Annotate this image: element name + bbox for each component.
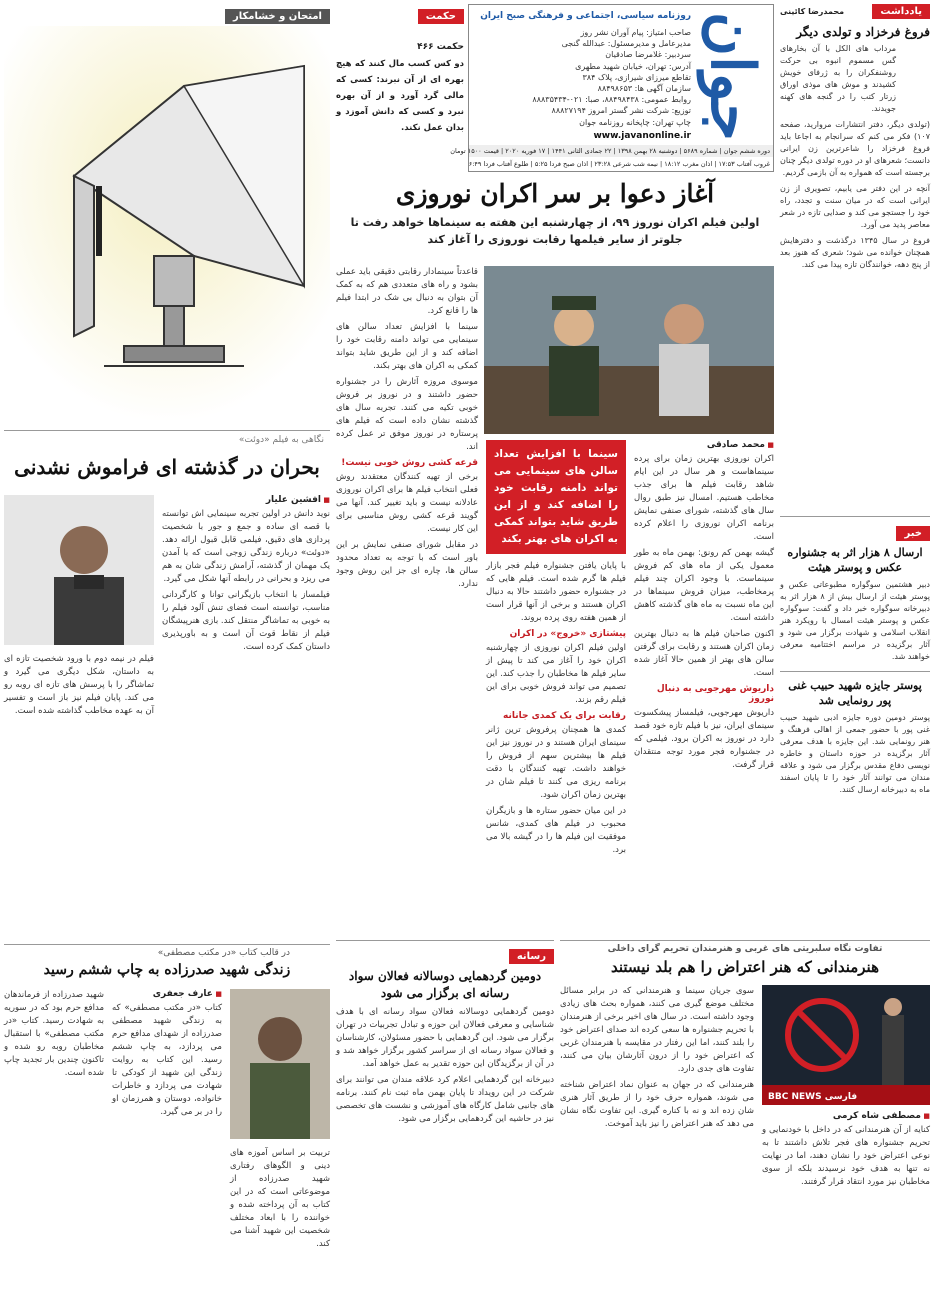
book-col-mid: [112, 989, 222, 1119]
news-title: ارسال ۸ هزار اثر به جشنواره عکس و پوستر هیئت: [787, 546, 923, 574]
review-title: بحران در گذشته ای فراموش نشدنی: [14, 455, 320, 479]
book-author: ■ عارف جعفری: [112, 989, 222, 999]
hekmat-box: [336, 4, 464, 144]
notes-tag: یادداشت: [872, 4, 930, 19]
masthead-tagline: روزنامه سیاسی، اجتماعی و فرهنگی صبح ایران: [480, 11, 691, 21]
main-col-left: [336, 266, 478, 591]
art-text: کنایه از آن هنرمندانی که در داخل با خودنمایی و تحریم جشنواره های فجر تلاش داشتند تا به نوعی اعتراض خود را نشان دهند، اما در نهایت نه تنها به هدف خود نرسیدند بلکه از سوی مخاطبان نیز مورد انتقاد قرار گرفتند.: [762, 1125, 930, 1187]
book-text: کتاب «در مکتب مصطفی» که به زندگی شهید مصطفی صدرزاده از شهدای مدافع حرم می پردازد، به چاپ ششم رسید. این کتاب به روایت زندگی این شهید از کودکی تا شهادت می پردازد و خاطرات خانواده، دوستان و همرزمان او را در بر می گیرد.: [112, 1003, 222, 1117]
masthead-info-line: روابط عمومی: ۸۸۴۹۸۴۳۸، صبا: ۰۲۱-۸۸۸۳۵۴۳۴: [532, 95, 691, 105]
review-kicker: نگاهی به فیلم «دوئت»: [238, 435, 324, 445]
main-photo: [484, 266, 774, 434]
masthead-info-line: سازمان آگهی ها: ۸۸۴۹۸۶۵۳: [597, 84, 691, 94]
art-kicker: تفاوت نگاه سلبریتی های غربی و هنرمندان تحریم گرای داخلی: [607, 944, 883, 954]
book-title: زندگی شهید صدرزاده به چاپ ششم رسید: [43, 962, 291, 978]
main-subhead: داریوش مهرجویی به دنبال نوروز: [656, 684, 774, 704]
media-text: دبیرخانه این گردهمایی اعلام کرد علاقه مندان می توانند برای شرکت در این رویداد تا پایان بهمن ماه ثبت نام کنند. برنامه های جانبی شامل کارگاه های آموزشی و نشست های تخصصی نیز در حاشیه این گردهمایی برگزار می شود.: [336, 1075, 554, 1124]
main-author: ■ محمد صادقی: [634, 440, 774, 450]
art-author: ■ مصطفی شاه کرمی: [762, 1111, 930, 1121]
hekmat-tag: حکمت: [418, 9, 464, 24]
book-photo: [230, 989, 330, 1139]
news-column: [780, 516, 930, 910]
news-text-2: پوستر دومین دوره جایزه ادبی شهید حبیب غنی پور با حضور جمعی از اهالی فرهنگ و هنر رونمایی شد. این جایزه با هدف معرفی آثار برگزیده در حوزه داستان و خاطره نویسی دفاع مقدس برگزار می شود و علاقه مندان می توانند آثار خود را تا پایان اسفند ماه به دبیرخانه ارسال کنند.: [780, 713, 930, 794]
news-tag: خبر: [896, 526, 930, 541]
media-section: [336, 940, 554, 1290]
cartoon-tag: امتحان و خشامکار: [225, 9, 330, 24]
review-section: [4, 430, 330, 940]
main-col-text: کمدی ها همچنان پرفروش ترین ژانر سینمای ایران هستند و در نوروز نیز این فیلم ها بیشترین سهم از فروش را خواهند داشت. تهیه کنندگان با دقت برنامه ریزی می کنند تا فیلم شان در بهترین زمان اکران شود.: [486, 725, 626, 800]
masthead-info-line: صاحب امتیاز: پیام آوران نشر روز: [580, 28, 691, 37]
main-col-text: اولین فیلم اکران نوروزی از چهارشنبه اکران خود را آغاز می کند تا پیش از سایر فیلم ها مخاطبان را جذب کند. این تصمیم می تواند فروش خوبی برای این فیلم رقم بزند.: [486, 643, 626, 705]
book-text: تربیت بر اساس آموزه های دینی و الگوهای رفتاری شهید صدرزاده از موضوعاتی است که در این کتاب به آن پرداخته شده و خواننده را با ابعاد مختلف شخصیت این شهید آشنا می کند.: [230, 1148, 330, 1249]
masthead-info: [476, 27, 691, 128]
main-col-text: سینما با افزایش تعداد سالن های سینمایی می تواند دامنه رقابت خود را اضافه کند و از این طریق شاید بتواند کمکی به اکران های بهتر بکند.: [336, 322, 478, 371]
masthead-info-line: توزیع: شرکت نشر گستر امروز ۸۸۸۲۷۱۹۴: [551, 106, 691, 116]
main-subhead: رقابت برای یک کمدی جانانه: [503, 711, 626, 721]
cartoon-panel: [4, 4, 330, 424]
masthead-info-line: چاپ تهران: چاپخانه روزنامه جوان: [579, 117, 691, 127]
masthead-info-line: تقاطع میرزای شیرازی، پلاک ۳۸۴: [582, 72, 691, 82]
review-col-right: [162, 495, 330, 654]
main-subhead: قرعه کشی روش خوبی نیست!: [341, 458, 478, 468]
notes-paragraph: آنچه در این دفتر می یابیم، تصویری از زن ایرانی است که در میان سنت و تجدد، راه خود را جستجو می کند و صدایی تازه در شعر معاصر پدید می آورد.: [780, 184, 930, 229]
media-title: دومین گردهمایی دوسالانه فعالان سواد رسانه ای برگزار می شود: [348, 969, 542, 1000]
masthead-website[interactable]: www.javanonline.ir: [593, 131, 691, 141]
main-col-text: در مقابل شورای صنفی نمایش بر این باور است که با توجه به تعداد محدود سالن ها، چاره ای جز این روش وجود ندارد.: [336, 540, 478, 589]
review-author: ■ افشین علیار: [162, 495, 330, 505]
main-title: آغاز دعوا بر سر اکران نوروزی: [395, 179, 715, 208]
art-title: هنرمندانی که هنر اعتراض را هم بلد نیستند: [611, 958, 879, 976]
art-body-col: [560, 985, 754, 1131]
hekmat-text: دو کس کسب مال کنند که هیچ بهره ای از آن نبرند: کسی که مالی گرد آورد و از آن بهره نبرد و کسی که دانش آموزد و بدان عمل نکند.: [336, 59, 464, 133]
book-col-bottom: [230, 1147, 330, 1251]
main-col-right: [634, 440, 774, 772]
masthead-logo: جوان: [697, 11, 767, 141]
main-subtitle: اولین فیلم اکران نوروز ۹۹، از چهارشنبه این هفته به سینماها خواهد رفت تا جلوتر از سایر فیلمها رقابت نوروزی را آغاز کند: [350, 216, 760, 246]
art-section: [560, 940, 930, 1290]
review-col-left: [4, 653, 154, 718]
notes-paragraph: (تولدی دیگر، دفتر انتشارات مروارید، صفحه ۱۰۷) فکر می کنم که سرانجام به اجاعا باید فروغ فرخزاد را شاعرترین زن ایرانی دانست؛ شعرهای او در دوره تولدی دیگر چنان برجسته است که همواره به آن بازمی گردیم.: [780, 120, 930, 177]
cartoon-megaphone-ballot-box: [4, 26, 330, 422]
masthead-dateline: دوره ششم جوان | شماره ۵۶۸۹ | دوشنبه ۲۸ بهمن ۱۳۹۸ | ۲۲ جمادی الثانی ۱۴۴۱ | ۱۷ فوریه ۲۰۲۰ | قیمت ۱۵۰۰ تومان: [469, 145, 773, 157]
main-subhead: پیشتازی «خروج» در اکران: [509, 629, 626, 639]
notes-column: [780, 4, 930, 509]
art-photo: [762, 985, 930, 1105]
main-col-mid: [486, 440, 626, 857]
main-pull-quote: سینما با افزایش تعداد سالن های سینمایی می تواند دامنه رقابت خود را اضافه کند و از این طریق شاید بتواند کمکی به اکران های بهتر بکند: [486, 440, 626, 554]
main-col-text: با پایان یافتن جشنواره فیلم فجر بازار فیلم ها گرم شده است. فیلم هایی که در جشنواره حضور داشتند حالا به دنبال اکران هستند و برخی از آنها قرار است از همین هفته روی پرده بروند.: [486, 561, 626, 623]
main-story: [336, 178, 774, 910]
main-col-text: در این میان حضور ستاره ها و بازیگران محبوب در فیلم های کمدی، شانس موفقیت این فیلم ها را در گیشه بالا می برد.: [486, 806, 626, 855]
masthead: [450, 4, 774, 172]
main-col-text: داریوش مهرجویی، فیلمساز پیشکسوت سینمای ایران، نیز با فیلم تازه خود قصد دارد در نوروز به اکران برود. فیلمی که در جشنواره فجر مورد توجه منتقدان قرار گرفت.: [634, 708, 774, 770]
main-col-text: اکنون صاحبان فیلم ها به دنبال بهترین زمان اکران هستند و رقابت برای گرفتن سالن های بهتر از همین حالا آغاز شده است.: [634, 629, 774, 678]
main-col-text: گیشه بهمن کم رونق: بهمن ماه به طور معمول یکی از ماه های کم فروش سینماست. با وجود اکران چند فیلم پرمخاطب، میزان فروش سینماها در این ماه نسبت به ماه های گذشته کاهش داشته است.: [634, 548, 774, 623]
review-photo: [4, 495, 154, 645]
book-kicker: در قالب کتاب «در مکتب مصطفی»: [157, 948, 290, 958]
masthead-info-line: آدرس: تهران، خیابان شهید مطهری: [575, 61, 691, 71]
news-title-2: پوستر جایزه شهید حبیب غنی پور رونمایی شد: [780, 671, 930, 708]
review-text: فیلمساز با انتخاب بازیگرانی توانا و کارگردانی مناسب، توانسته است فضای تنش آلود فیلم را به خوبی به تماشاگر منتقل کند. بازی هنرپیشگان فیلم از نقاط قوت آن است و به باورپذیری داستان کمک کرده است.: [162, 590, 330, 652]
art-text: هنرمندانی که در جهان به عنوان نماد اعتراض شناخته می شوند، همواره حرف خود را از طریق آثار هنری شان زده اند و نه با کناره گیری. این تفاوت نگاه نشان می دهد که هنر اعتراض را نیز باید آموخت.: [560, 1080, 754, 1129]
news-text: دبیر هشتمین سوگواره مطبوعاتی عکس و پوستر هیئت از ارسال بیش از ۸ هزار اثر به دبیرخانه سوگواره خبر داد و گفت: سوگواره عکس و پوستر هیئت امسال با رویکرد هنر انقلاب اسلامی و شهادت برگزار می شود و آثار برگزیده در مراسم اختتامیه معرفی خواهند شد.: [780, 580, 930, 661]
hekmat-number: حکمت ۴۶۶: [417, 42, 464, 52]
masthead-dateline-times: غروب آفتاب ۱۷:۵۳ | اذان مغرب ۱۸:۱۲ | نیمه شب شرعی ۲۳:۲۸ | اذان صبح فردا ۵:۲۵ | طلوع آفتاب فردا ۶:۴۹: [468, 160, 770, 168]
book-text: شهید صدرزاده از فرماندهان مدافع حرم بود که در سوریه به شهادت رسید. کتاب «در مکتب مصطفی» با استقبال مخاطبان روبه رو شده و تاکنون چندین بار تجدید چاپ شده است.: [4, 990, 104, 1078]
media-text: دومین گردهمایی دوسالانه فعالان سواد رسانه ای با هدف شناسایی و معرفی فعالان این حوزه و تبادل تجربیات در تهران برگزار می شود. این گردهمایی با حضور مسئولان، کارشناسان و فعالان سواد رسانه ای از سراسر کشور برگزار خواهد شد و در آن از برگزیدگان این حوزه تقدیر به عمل خواهد آمد.: [336, 1007, 554, 1069]
book-section: [4, 944, 330, 1290]
art-caption-col: [762, 1111, 930, 1189]
notes-paragraph: فروغ در سال ۱۳۴۵ درگذشت و دفترهایش همچنان خوانده می شود؛ شعری که هنوز بعد از پنج دهه، خوانندگان تازه پیدا می کند.: [780, 236, 930, 269]
masthead-info-line: مدیرعامل و مدیرمسئول: عبدالله گنجی: [561, 39, 691, 49]
notes-title: فروغ فرخزاد و تولدی دیگر: [796, 25, 930, 39]
main-col-text: برخی از تهیه کنندگان معتقدند روش فعلی انتخاب فیلم ها برای اکران نوروزی عادلانه نیست و باید تغییر کند. آنها می گویند قرعه کشی روش مناسبی برای این کار نیست.: [336, 472, 478, 534]
main-col-text: اکران نوروزی بهترین زمان برای پرده سینماهاست و هر سال در این ایام شاهد رقابت فیلم ها برای جذب مخاطب هستیم. امسال نیز طبق روال سال های گذشته، شورای صنفی نمایش برنامه اکران نوروزی را اعلام کرده است.: [634, 454, 774, 542]
main-col-text: قاعدتاً سینمادار رقابتی دقیقی باید عملی بشود و راه های متعددی هم که به کمک آن بتوان به دنبال بی شک در ابتدا فیلم ها را قانع کرد.: [336, 267, 478, 316]
review-text: فیلم در نیمه دوم با ورود شخصیت تازه ای به داستان، شکل دیگری می گیرد و تماشاگر را با پرسش های تازه ای روبه رو می کند. پایان فیلم نیز باز است و تفسیر آن به عهده مخاطب گذاشته شده است.: [4, 654, 154, 716]
art-photo-banner: BBC NEWS فارسی: [768, 1092, 858, 1102]
book-col-left: [4, 989, 104, 1080]
review-text: نوید دانش در اولین تجربه سینمایی اش توانسته با قصه ای ساده و جمع و جور با شخصیت پردازی های دقیق، فیلمی قابل قبول ارائه دهد. «دوئت» درباره زندگی زوجی است که با آمدن یک مهمان از گذشته، آرامش زندگی شان به هم می ریزد و بحرانی در رابطه آنها شکل می گیرد.: [162, 509, 330, 584]
masthead-info-line: سردبیر: غلامرضا صادقیان: [605, 50, 691, 60]
notes-author: محمدرضا کائینی: [780, 7, 845, 16]
media-tag: رسانه: [509, 949, 554, 964]
main-col-text: موسوی مروزه آثارش را در جشنواره حضور داشتند و در نوروز بر فروش خوبی تکیه می کنند. تجربه سال های گذشته نشان داده است که فیلم های پرستاره در نوروز موفق تر عمل کرده اند.: [336, 377, 478, 452]
art-text: سوی جریان سینما و هنرمندانی که در برابر مسائل مختلف موضع گیری می کنند، همواره بحث های زیادی وجود داشته است. در سال های اخیر برخی از هنرمندان با تحریم جشنواره ها سعی کرده اند صدای اعتراض خود را بلند کنند، اما این رفتار در مقایسه با هنرمندان غربی که اعتراض خود را از درون آثارشان بیان می کنند، تفاوت های جدی دارد.: [560, 986, 754, 1074]
notes-paragraph: مرداب های الکل با آن بخارهای گس مسموم انبوه بی حرکت روشنفکران را به ژرفای خویش کشیدند و موش های موذی اوراق زرتار کتب را در گنجه های کهنه جویدند.: [780, 44, 896, 113]
